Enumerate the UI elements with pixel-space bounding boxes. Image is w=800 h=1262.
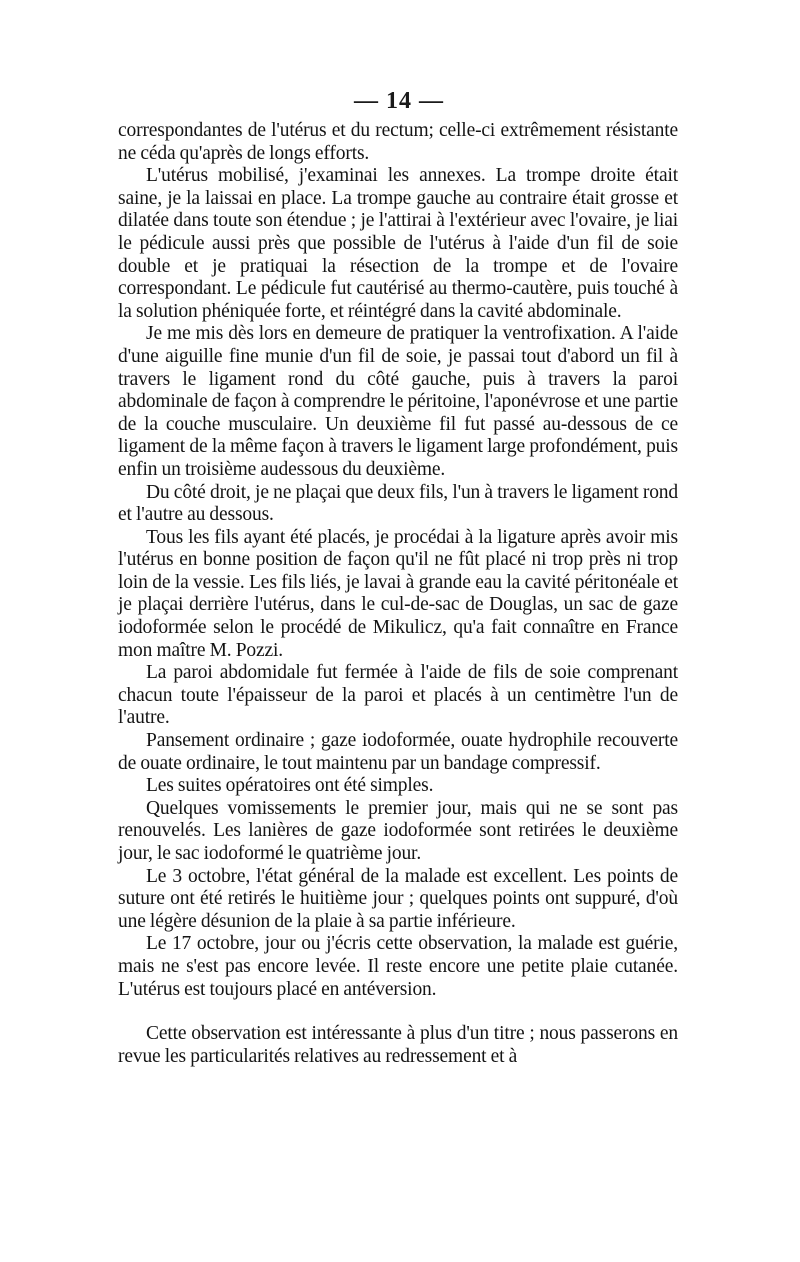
body-text [118, 120, 678, 1068]
paragraph-12: Cette observation est intéressante à plus d'un titre ; nous passerons en revue les particularités relatives au redressement et à [118, 1023, 678, 1067]
paragraph-4: Du côté droit, je ne plaçai que deux fils, l'un à travers le ligament rond et l'autre au dessous. [118, 481, 678, 526]
paragraph-2: L'utérus mobilisé, j'examinai les annexes. La trompe droite était saine, je la laissai en place. La trompe gauche au contraire était grosse et dilatée dans toute son étendue ; je l'attirai à l'extérieur avec l'ovaire, je liai le pédicule aussi près que possible de l'utérus à l'aide d'un fil de soie double et je pratiquai la résection de la trompe et de l'ovaire correspondant. Le pédicule fut cautérisé au thermo-cautère, puis touché à la solution phéniquée forte, et réintégré dans la cavité abdominale. [118, 165, 678, 322]
paragraph-7: Pansement ordinaire ; gaze iodoformée, ouate hydrophile recouverte de ouate ordinaire, le tout maintenu par un bandage compressif. [118, 730, 678, 774]
paragraph-9: Quelques vomissements le premier jour, mais qui ne se sont pas renouvelés. Les lanières de gaze iodoformée sont retirées le deuxième jour, le sac iodoformé le quatrième jour. [118, 797, 678, 864]
document-page [118, 86, 678, 1068]
paragraph-11: Le 17 octobre, jour ou j'écris cette observation, la malade est guérie, mais ne s'est pas encore levée. Il reste encore une petite plaie cutanée. L'utérus est toujours placé en antéversion. [118, 933, 678, 1000]
page-number: — 14 — [354, 88, 444, 114]
paragraph-6: La paroi abdomidale fut fermée à l'aide de fils de soie comprenant chacun toute l'épaisseur de la paroi et placés à un centimètre l'un de l'autre. [118, 662, 678, 729]
paragraph-8: Les suites opératoires ont été simples. [146, 775, 434, 797]
paragraph-1: correspondantes de l'utérus et du rectum; celle-ci extrêmement résistante ne céda qu'après de longs efforts. [118, 120, 678, 164]
paragraph-3: Je me mis dès lors en demeure de pratiquer la ventrofixation. A l'aide d'une aiguille fine munie d'un fil de soie, je passai tout d'abord un fil à travers le ligament rond du côté gauche, puis à travers la paroi abdominale de façon à comprendre le péritoine, l'aponévrose et une partie de la couche musculaire. Un deuxième fil fut passé au-dessous de ce ligament de la même façon à travers le ligament large profondément, puis enfin un troisième audessous du deuxième. [118, 323, 678, 480]
paragraph-10: Le 3 octobre, l'état général de la malade est excellent. Les points de suture ont été retirés le huitième jour ; quelques points ont suppuré, d'où une légère désunion de la plaie à sa partie inférieure. [118, 865, 678, 932]
paragraph-5: Tous les fils ayant été placés, je procédai à la ligature après avoir mis l'utérus en bonne position de façon qu'il ne fût placé ni trop près ni trop loin de la vessie. Les fils liés, je lavai à grande eau la cavité péritonéale et je plaçai derrière l'utérus, dans le cul-de-sac de Douglas, un sac de gaze iodoformée selon le procédé de Mikulicz, qu'a fait connaître en France mon maître M. Pozzi. [118, 526, 678, 661]
